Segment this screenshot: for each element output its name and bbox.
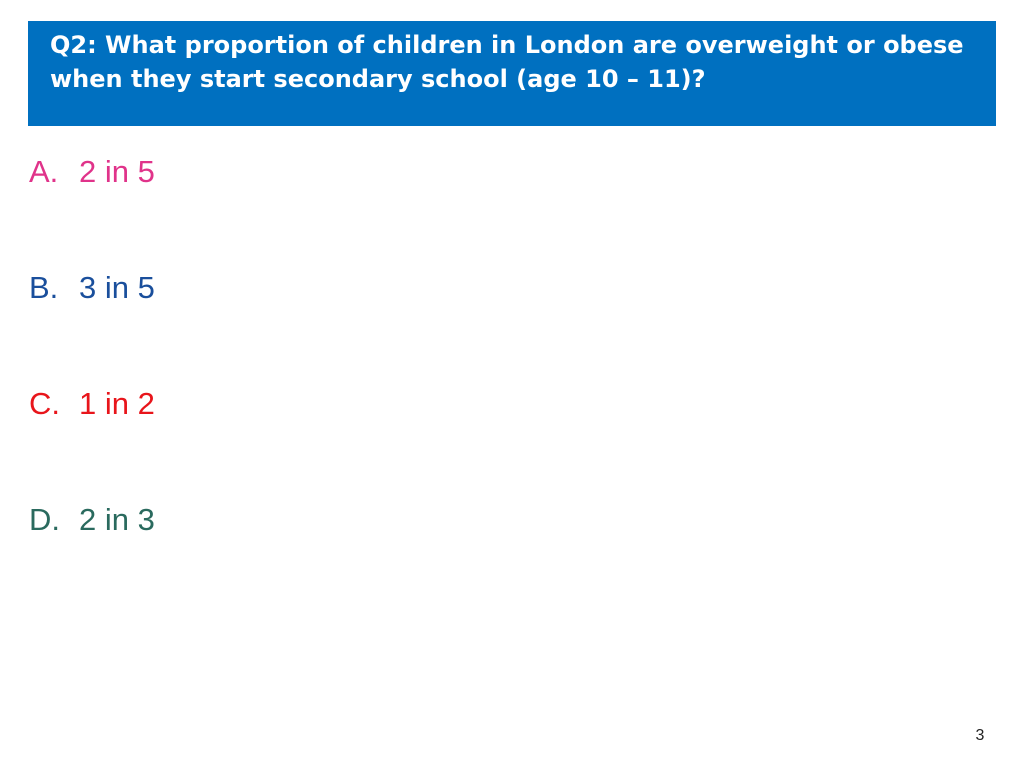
answer-letter: A. <box>29 154 59 189</box>
question-title-bar <box>28 21 996 126</box>
answer-text: 1 in 2 <box>79 386 155 421</box>
answer-letter: C. <box>29 386 60 421</box>
answer-text: 2 in 3 <box>79 502 155 537</box>
answer-option-c[interactable] <box>29 380 155 428</box>
question-title: Q2: What proportion of children in London are overweight or obese when they start secondary school (age 10 – 11)? <box>50 31 964 93</box>
answer-letter: D. <box>29 502 60 537</box>
answer-option-d[interactable] <box>29 496 155 544</box>
answer-option-a[interactable] <box>29 148 155 196</box>
answer-text: 3 in 5 <box>79 270 155 305</box>
answer-option-b[interactable] <box>29 264 155 312</box>
answer-text: 2 in 5 <box>79 154 155 189</box>
page-number: 3 <box>975 727 985 744</box>
answer-letter: B. <box>29 270 59 305</box>
